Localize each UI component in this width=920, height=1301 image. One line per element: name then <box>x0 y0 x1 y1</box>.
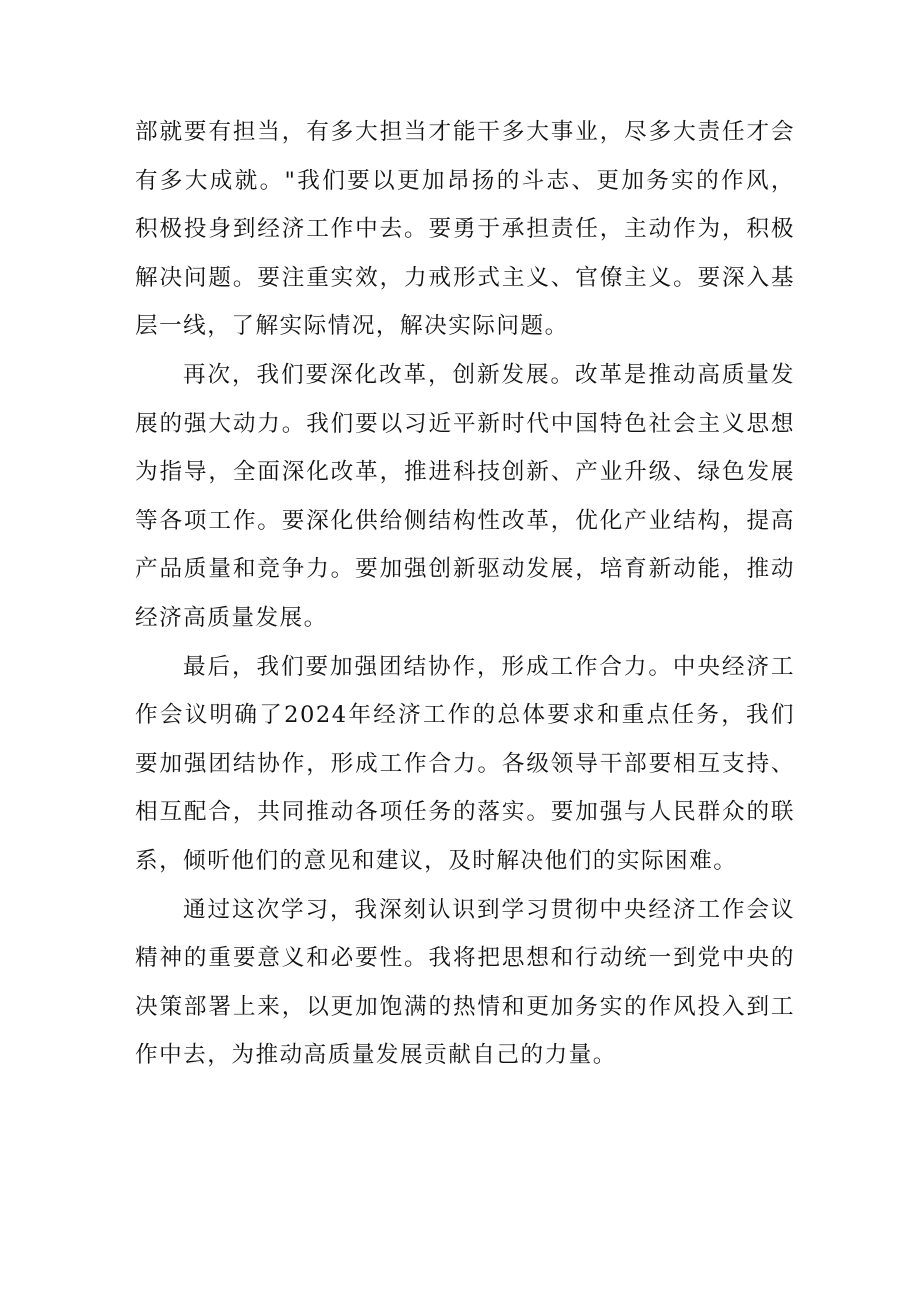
paragraph-1: 部就要有担当，有多大担当才能干多大事业，尽多大责任才会有多大成就。"我们要以更加昂扬的斗志、更加务实的作风，积极投身到经济工作中去。要勇于承担责任，主动作为，积极解决问题。要注重实效，力戒形式主义、官僚主义。要深入基层一线，了解实际情况，解决实际问题。 <box>135 119 795 340</box>
document-body <box>135 108 795 1080</box>
paragraph-2: 再次，我们要深化改革，创新发展。改革是推动高质量发展的强大动力。我们要以习近平新时代中国特色社会主义思想为指导，全面深化改革，推进科技创新、产业升级、绿色发展等各项工作。要深化供给侧结构性改革，优化产业结构，提高产品质量和竞争力。要加强创新驱动发展，培育新动能，推动经济高质量发展。 <box>135 361 795 631</box>
paragraph-4: 通过这次学习，我深刻认识到学习贯彻中央经济工作会议精神的重要意义和必要性。我将把思想和行动统一到党中央的决策部署上来，以更加饱满的热情和更加务实的作风投入到工作中去，为推动高质量发展贡献自己的力量。 <box>135 896 795 1069</box>
paragraph-3: 最后，我们要加强团结协作，形成工作合力。中央经济工作会议明确了2024年经济工作的总体要求和重点任务，我们要加强团结协作，形成工作合力。各级领导干部要相互支持、相互配合，共同推动各项任务的落实。要加强与人民群众的联系，倾听他们的意见和建议，及时解决他们的实际困难。 <box>135 653 795 874</box>
